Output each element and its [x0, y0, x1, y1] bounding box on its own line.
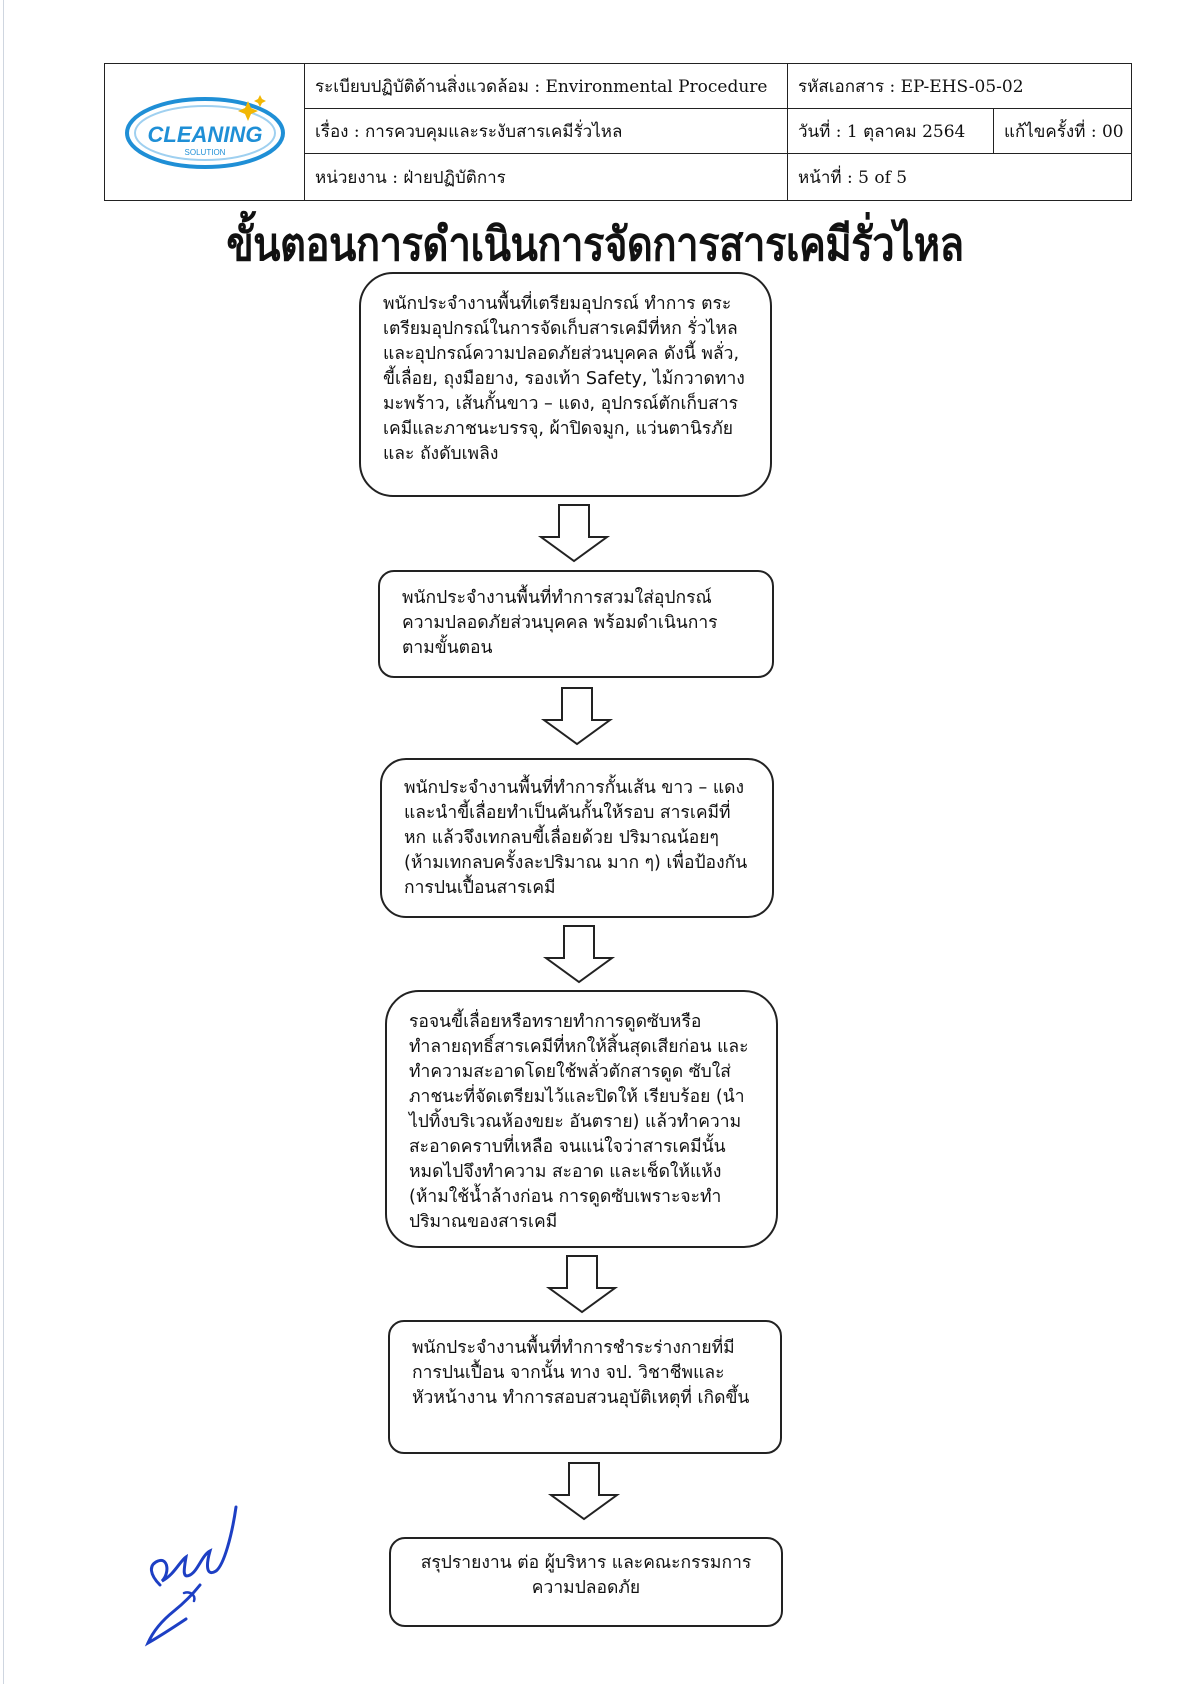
flow-step-3-text: พนักประจำงานพื้นที่ทำการกั้นเส้น ขาว – แดง และนำขี้เลื่อยทำเป็นคันกั้นให้รอบ สารเคมีที่หก แล้วจึงเทกลบขี้เลื่อยด้วย ปริมาณน้อยๆ (ห้ามเทกลบครั้งละปริมาณ มาก ๆ) เพื่อป้องกันการปนเปื้อนสารเคมี — [404, 778, 748, 898]
logo-wordmark: CLEANING — [147, 122, 262, 147]
department-cell: หน่วยงาน : ฝ่ายปฏิบัติการ — [305, 154, 788, 200]
procedure-type-cell: ระเบียบปฏิบัติด้านสิ่งแวดล้อม : Environmental Procedure — [305, 64, 788, 109]
page-title: ขั้นตอนการดำเนินการจัดการสารเคมีรั่วไหล — [226, 218, 964, 272]
flow-step-1-text: พนักประจำงานพื้นที่เตรียมอุปกรณ์ ทำการ ตระเตรียมอุปกรณ์ในการจัดเก็บสารเคมีที่หก รั่วไหล และอุปกรณ์ความปลอดภัยส่วนบุคคล ดังนี้ พลั่ว, ขี้เลื่อย, ถุงมือยาง, รองเท้า Safety, ไม้กวาดทางมะพร้าว, เส้นกั้นขาว – แดง, อุปกรณ์ตักเก็บสารเคมีและภาชนะบรรจุ, ผ้าปิดจมูก, แว่นตานิรภัยและ ถังดับเพลิง — [383, 294, 745, 464]
document-header-table — [104, 63, 1132, 201]
revision-cell: แก้ไขครั้งที่ : 00 — [994, 109, 1131, 154]
subject-cell: เรื่อง : การควบคุมและระงับสารเคมีรั่วไหล — [305, 109, 788, 154]
flow-step-6 — [389, 1537, 783, 1627]
flow-step-1 — [359, 272, 772, 497]
down-arrow-icon — [547, 1461, 621, 1521]
flow-step-4 — [385, 990, 778, 1248]
down-arrow-icon — [537, 503, 611, 563]
page-number-cell: หน้าที่ : 5 of 5 — [798, 167, 908, 188]
flow-step-6-text: สรุปรายงาน ต่อ ผู้บริหาร และคณะกรรมการ ความปลอดภัย — [420, 1553, 752, 1598]
handwritten-signature — [140, 1495, 250, 1655]
down-arrow-icon — [540, 686, 614, 746]
flow-step-5 — [388, 1320, 782, 1454]
flow-step-4-text: รอจนขี้เลื่อยหรือทรายทำการดูดซับหรือ ทำลายฤทธิ์สารเคมีที่หกให้สิ้นสุดเสียก่อน และทำความสะอาดโดยใช้พลั่วตักสารดูด ซับใส่ภาชนะที่จัดเตรียมไว้และปิดให้ เรียบร้อย (นำไปทิ้งบริเวณห้องขยะ อันตราย) แล้วทำความสะอาดคราบที่เหลือ จนแน่ใจว่าสารเคมีนั้นหมดไปจึงทำความ สะอาด และเช็ดให้แห้ง (ห้ามใช้น้ำล้างก่อน การดูดซับเพราะจะทำปริมาณของสารเคมี — [409, 1012, 749, 1232]
logo-cell — [105, 64, 305, 200]
date-cell: วันที่ : 1 ตุลาคม 2564 — [788, 109, 994, 154]
cleaning-solution-logo — [120, 87, 290, 177]
down-arrow-icon — [542, 924, 616, 984]
flow-step-2-text: พนักประจำงานพื้นที่ทำการสวมใส่อุปกรณ์ ความปลอดภัยส่วนบุคคล พร้อมดำเนินการ ตามขั้นตอน — [402, 588, 718, 658]
logo-subtitle: SOLUTION — [184, 148, 225, 157]
down-arrow-icon — [545, 1254, 619, 1314]
flow-step-2 — [378, 570, 774, 678]
document-code-cell: รหัสเอกสาร : EP-EHS-05-02 — [788, 64, 1131, 109]
flow-step-3 — [380, 758, 774, 918]
flow-step-5-text: พนักประจำงานพื้นที่ทำการชำระร่างกายที่มี การปนเปื้อน จากนั้น ทาง จป. วิชาชีพและ หัวหน้างาน ทำการสอบสวนอุบัติเหตุที่ เกิดขึ้น — [412, 1338, 750, 1408]
